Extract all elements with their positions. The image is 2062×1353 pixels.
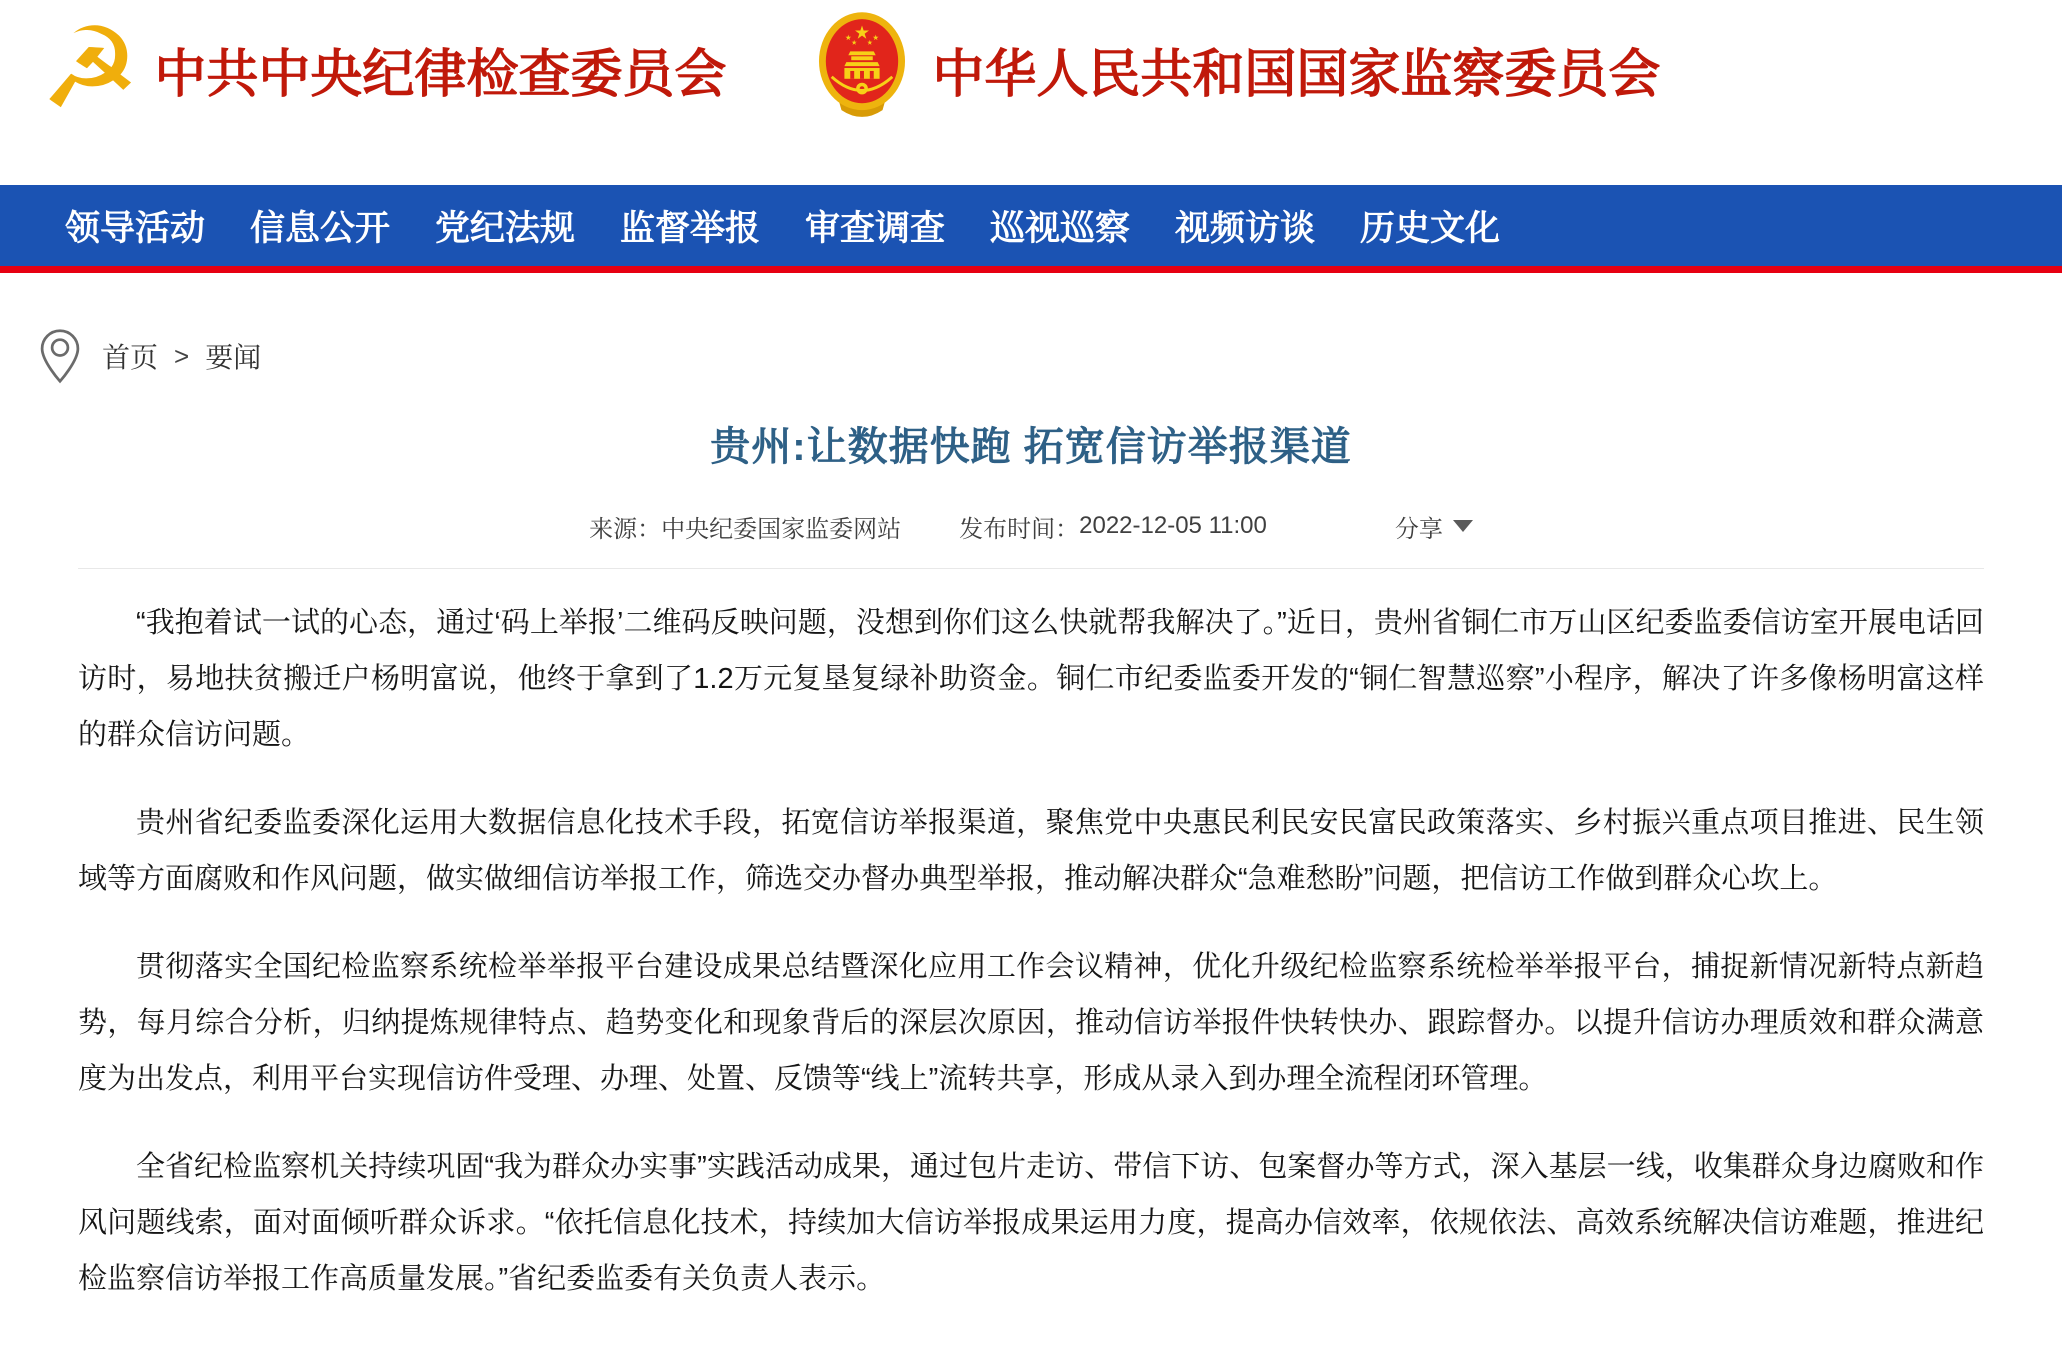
meta-publish-label: 发布时间： xyxy=(959,515,1080,543)
supervisory-commission-logo-link[interactable] xyxy=(818,10,1660,128)
breadcrumb-separator: > xyxy=(174,340,190,371)
article-paragraph-1: “我抱着试一试的心态，通过‘码上举报’二维码反映问题，没想到你们这么快就帮我解决了。”近日，贵州省铜仁市万山区纪委监委信访室开展电话回访时，易地扶贫搬迁户杨明富说，他终于拿到了1.2万元复垦复绿补助资金。铜仁市纪委监委开发的“铜仁智慧巡察”小程序，解决了许多像杨明富这样的群众信访问题。 xyxy=(78,607,1984,751)
share-label: 分享 xyxy=(1394,515,1443,543)
nav-item-inspection-tours[interactable]: 巡视巡察 xyxy=(990,208,1131,248)
nav-item-info-disclosure[interactable]: 信息公开 xyxy=(250,208,391,248)
nav-red-stripe xyxy=(0,266,2062,273)
nav-item-leader-activities[interactable]: 领导活动 xyxy=(65,208,206,248)
ccdi-title: 中共中央纪律检查委员会 xyxy=(154,46,727,104)
share-button[interactable] xyxy=(1395,509,1473,544)
nav-item-party-regulations[interactable]: 党纪法规 xyxy=(435,208,576,248)
caret-down-icon xyxy=(1453,520,1473,532)
article-title: 贵州:让数据快跑 拓宽信访举报渠道 xyxy=(710,425,1352,469)
article xyxy=(78,418,1984,1307)
nav-item-video-interviews[interactable]: 视频访谈 xyxy=(1175,208,1316,248)
party-emblem-icon: ☭ xyxy=(40,4,141,134)
article-paragraph-2: 贵州省纪委监委深化运用大数据信息化技术手段，拓宽信访举报渠道，聚焦党中央惠民利民安民富民政策落实、乡村振兴重点项目推进、民生领域等方面腐败和作风问题，做实做细信访举报工作，筛选交办督办典型举报，推动解决群众“急难愁盼”问题，把信访工作做到群众心坎上。 xyxy=(78,807,1984,895)
article-paragraph-4: 全省纪检监察机关持续巩固“我为群众办实事”实践活动成果，通过包片走访、带信下访、包案督办等方式，深入基层一线，收集群众身边腐败和作风问题线索，面对面倾听群众诉求。“依托信息化技术，持续加大信访举报成果运用力度，提高办信效率，依规依法、高效系统解决信访难题，推进纪检监察信访举报工作高质量发展。”省纪委监委有关负责人表示。 xyxy=(78,1151,1984,1295)
meta-publish-value: 2022-12-05 11:00 xyxy=(1079,512,1267,539)
site-header xyxy=(0,0,2062,186)
meta-source-label: 来源： xyxy=(589,515,662,543)
breadcrumb xyxy=(40,328,261,384)
meta-source-value: 中央纪委国家监委网站 xyxy=(661,515,902,543)
article-meta xyxy=(78,506,1984,546)
ccdi-logo-link[interactable] xyxy=(40,4,727,134)
national-emblem-icon xyxy=(818,10,906,128)
nav-item-history-culture[interactable]: 历史文化 xyxy=(1360,208,1501,248)
main-nav xyxy=(0,185,2062,266)
nav-item-supervision-report[interactable]: 监督举报 xyxy=(620,208,761,248)
article-body xyxy=(78,595,1984,1307)
meta-source xyxy=(589,509,901,544)
supervisory-commission-title: 中华人民共和国国家监察委员会 xyxy=(932,46,1661,104)
breadcrumb-current[interactable]: 要闻 xyxy=(205,342,262,373)
article-paragraph-3: 贯彻落实全国纪检监察系统检举举报平台建设成果总结暨深化应用工作会议精神，优化升级纪检监察系统检举举报平台，捕捉新情况新特点新趋势，每月综合分析，归纳提炼规律特点、趋势变化和现象背后的深层次原因，推动信访举报件快转快办、跟踪督办。以提升信访办理质效和群众满意度为出发点，利用平台实现信访件受理、办理、处置、反馈等“线上”流转共享，形成从录入到办理全流程闭环管理。 xyxy=(78,951,1984,1095)
breadcrumb-home[interactable]: 首页 xyxy=(102,342,159,373)
meta-publish-time xyxy=(959,509,1267,544)
nav-item-review-investigation[interactable]: 审查调查 xyxy=(805,208,946,248)
meta-divider xyxy=(78,568,1984,569)
location-pin-icon xyxy=(40,328,80,384)
